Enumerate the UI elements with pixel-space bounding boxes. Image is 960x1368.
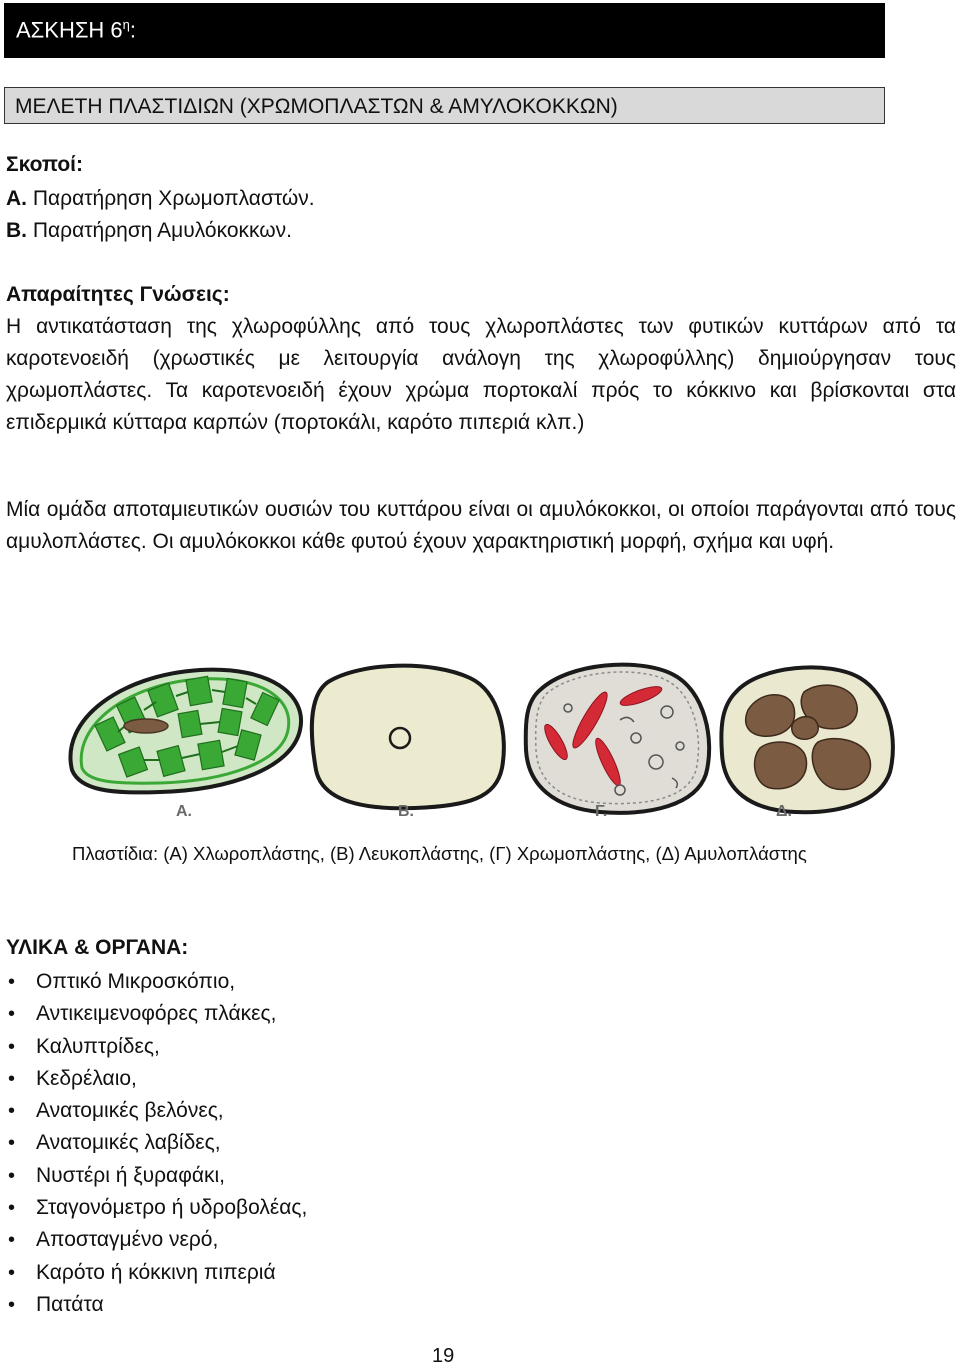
goal-item-b-text: Παρατήρηση Αμυλόκοκκων. bbox=[32, 219, 293, 242]
label-a: Α. bbox=[176, 803, 192, 820]
label-b: Β. bbox=[398, 803, 414, 820]
goal-item-b bbox=[6, 219, 292, 243]
materials-list bbox=[6, 966, 307, 1321]
figure-labels bbox=[176, 803, 792, 820]
list-item: • Οπτικό Μικροσκόπιο, bbox=[6, 966, 307, 998]
goal-item-a bbox=[6, 187, 315, 211]
exercise-subtitle-box bbox=[4, 87, 885, 124]
exercise-title-suffix: : bbox=[129, 17, 137, 43]
list-item: • Ανατομικές λαβίδες, bbox=[6, 1127, 307, 1159]
chloroplast-drawing bbox=[70, 670, 301, 793]
materials-heading: ΥΛΙΚΑ & ΟΡΓΑΝΑ: bbox=[6, 936, 189, 959]
list-item: • Πατάτα bbox=[6, 1289, 307, 1321]
list-item: • Ανατομικές βελόνες, bbox=[6, 1095, 307, 1127]
leucoplast-drawing bbox=[312, 666, 504, 809]
plastids-illustration bbox=[60, 650, 900, 830]
knowledge-paragraph-2: Μία ομάδα αποταμιευτικών ουσιών του κυττάρου είναι οι αμυλόκοκκοι, οι οποίοι παράγονται από τους αμυλοπλάστες. Οι αμυλόκοκκοι κάθε φυτού έχουν χαρακτηριστική μορφή, σχήμα και υφή. bbox=[6, 498, 956, 553]
knowledge-heading: Απαραίτητες Γνώσεις: bbox=[6, 283, 230, 306]
exercise-subtitle: ΜΕΛΕΤΗ ΠΛΑΣΤΙΔΙΩΝ (ΧΡΩΜΟΠΛΑΣΤΩΝ & ΑΜΥΛΟΚΟΚΚΩΝ) bbox=[15, 95, 618, 118]
goals-heading: Σκοποί: bbox=[6, 153, 84, 176]
knowledge-paragraph-1: Η αντικατάσταση της χλωροφύλλης από τους χλωροπλάστες των φυτικών κυττάρων από τα καροτενοειδή (χρωστικές με λειτουργία ανάλογη της χλωροφύλλης) δημιούργησαν τους χρωμοπλάστες. Τα καροτενοειδή έχουν χρώμα πορτοκαλί πρός το κόκκινο και βρίσκονται στα επιδερμικά κύτταρα καρπών (πορτοκάλι, καρότο πιπεριά κλπ.) bbox=[6, 315, 956, 434]
chromoplast-drawing bbox=[526, 665, 709, 813]
list-item: • Κεδρέλαιο, bbox=[6, 1063, 307, 1095]
exercise-title-text: ΑΣΚΗΣΗ 6 bbox=[16, 17, 123, 43]
exercise-header-bar bbox=[4, 3, 885, 58]
label-d: Δ. bbox=[776, 803, 792, 820]
list-item: • Σταγονόμετρο ή υδροβολέας, bbox=[6, 1192, 307, 1224]
list-item: • Καλυπτρίδες, bbox=[6, 1031, 307, 1063]
figure-caption: Πλαστίδια: (Α) Χλωροπλάστης, (Β) Λευκοπλάστης, (Γ) Χρωμοπλάστης, (Δ) Αμυλοπλάστης bbox=[72, 843, 807, 864]
plastids-figure bbox=[60, 650, 900, 830]
amyloplast-drawing bbox=[721, 667, 893, 812]
exercise-title bbox=[16, 17, 136, 43]
goal-item-b-label: Β. bbox=[6, 219, 27, 242]
page-number: 19 bbox=[432, 1345, 455, 1367]
goal-item-a-text: Παρατήρηση Χρωμοπλαστών. bbox=[32, 187, 315, 210]
list-item: • Νυστέρι ή ξυραφάκι, bbox=[6, 1160, 307, 1192]
list-item: • Αποσταγμένο νερό, bbox=[6, 1224, 307, 1256]
list-item: • Αντικειμενοφόρες πλάκες, bbox=[6, 998, 307, 1030]
exercise-title-superscript: η bbox=[122, 17, 130, 32]
list-item: • Καρότο ή κόκκινη πιπεριά bbox=[6, 1257, 307, 1289]
label-c: Γ. bbox=[595, 803, 608, 820]
goal-item-a-label: Α. bbox=[6, 187, 27, 210]
